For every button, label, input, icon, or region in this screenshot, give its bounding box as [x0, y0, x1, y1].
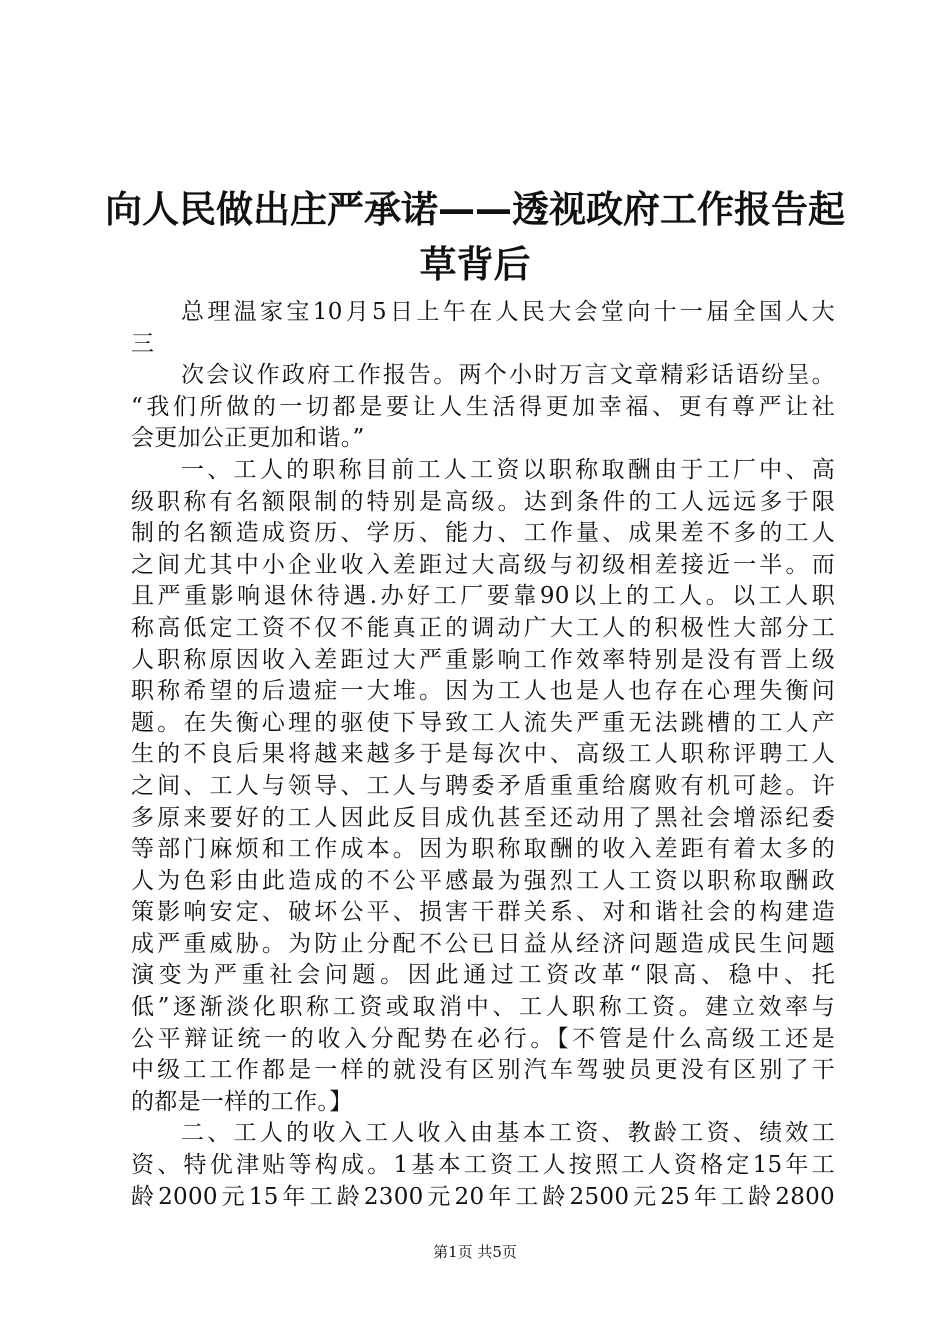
body-line: 题。在失衡心理的驱使下导致工人流失严重无法跳槽的工人产: [131, 709, 835, 736]
body-line: 中级工工作都是一样的就没有区别汽车驾驶员更没有区别了干: [131, 1057, 835, 1084]
document-title-line-2: 草背后: [419, 243, 531, 286]
document-title-line-1: 向人民做出庄严承诺——透视政府工作报告起: [105, 188, 845, 231]
body-line: 职称希望的后遗症一大堆。因为工人也是人也存在心理失衡问: [131, 678, 835, 705]
body-line: 会更加公正更加和谐。”: [131, 425, 365, 452]
body-line: 资、特优津贴等构成。1基本工资工人按照工人资格定15年工: [131, 1152, 835, 1179]
body-line: 三: [131, 330, 155, 357]
document-body: [131, 297, 835, 1213]
body-line: 公平辩证统一的收入分配势在必行。【不管是什么高级工还是: [131, 1025, 835, 1052]
body-line: 人为色彩由此造成的不公平感最为强烈工人工资以职称取酬政: [131, 867, 835, 894]
body-line: 称高低定工资不仅不能真正的调动广大工人的积极性大部分工: [131, 614, 835, 641]
body-line: 人职称原因收入差距过大严重影响工作效率特别是没有晋上级: [131, 646, 835, 673]
body-line: 之间、工人与领导、工人与聘委矛盾重重给腐败有机可趁。许: [131, 772, 835, 799]
body-line: 等部门麻烦和工作成本。因为职称取酬的收入差距有着太多的: [131, 836, 835, 863]
body-line: 总理温家宝10月5日上午在人民大会堂向十一届全国人大: [181, 299, 835, 325]
body-line: “我们所做的一切都是要让人生活得更加幸福、更有尊严让社: [131, 393, 835, 420]
page-footer: 第1页 共5页: [433, 1243, 517, 1261]
body-line: 演变为严重社会问题。因此通过工资改革“限高、稳中、托: [131, 962, 835, 989]
body-line: 多原来要好的工人因此反目成仇甚至还动用了黑社会增添纪委: [131, 804, 835, 831]
body-line: 一、工人的职称目前工人工资以职称取酬由于工厂中、高: [181, 456, 835, 483]
body-line: 策影响安定、破坏公平、损害干群关系、对和谐社会的构建造: [131, 899, 835, 926]
body-line: 制的名额造成资历、学历、能力、工作量、成果差不多的工人: [131, 520, 835, 547]
body-line: 次会议作政府工作报告。两个小时万言文章精彩话语纷呈。: [181, 362, 835, 389]
body-line: 成严重威胁。为防止分配不公已日益从经济问题造成民生问题: [131, 930, 835, 957]
body-line: 级职称有名额限制的特别是高级。达到条件的工人远远多于限: [131, 488, 835, 515]
body-line: 二、工人的收入工人收入由基本工资、教龄工资、绩效工: [181, 1120, 835, 1147]
body-line: 之间尤其中小企业收入差距过大高级与初级相差接近一半。而: [131, 551, 835, 578]
body-line: 龄2000元15年工龄2300元20年工龄2500元25年工龄2800: [131, 1183, 835, 1210]
body-line: 的都是一样的工作。】: [131, 1088, 353, 1115]
body-line: 低”逐渐淡化职称工资或取消中、工人职称工资。建立效率与: [131, 994, 835, 1021]
body-line: 生的不良后果将越来越多于是每次中、高级工人职称评聘工人: [131, 741, 835, 768]
body-line: 且严重影响退休待遇.办好工厂要靠90以上的工人。以工人职: [131, 583, 835, 610]
